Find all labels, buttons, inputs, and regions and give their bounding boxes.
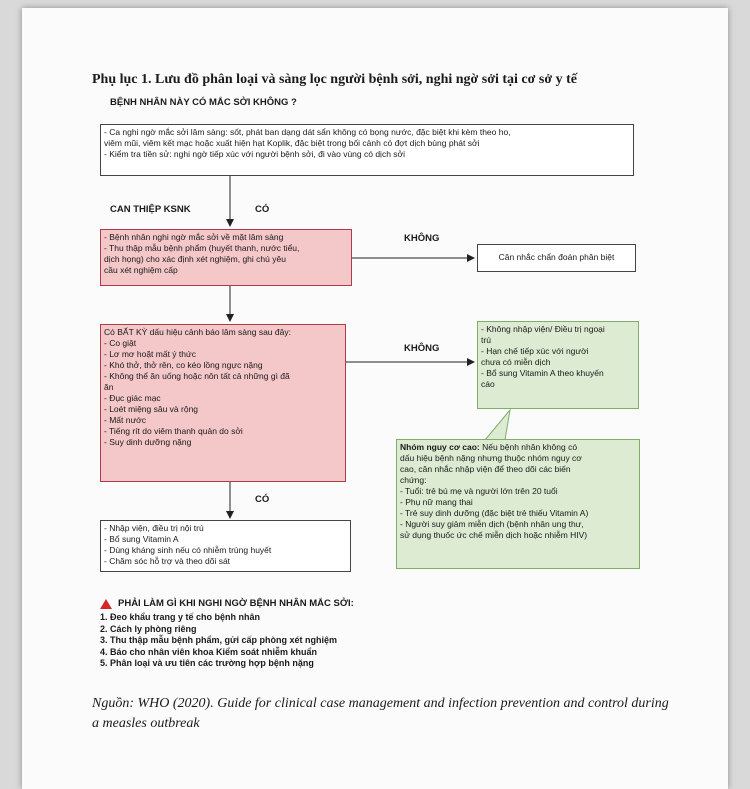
outpatient-box: - Không nhập viện/ Điều trị ngoại trú - Hạn chế tiếp xúc với người chưa có miễn dịch - Bổ sung Vitamin A theo khuyến cáo [477,321,639,409]
suspect-case-box: - Ca nghi ngờ mắc sởi lâm sàng: sốt, phát ban dạng dát sẩn không có bọng nước, đặc biệt khi kèm theo ho, viêm mũi, viêm kết mạc hoặc xuất hiện hạt Koplik, đặc biệt trong bối cảnh có đợt dịch bùng phát sởi - Kiểm tra tiền sử: nghi ngờ tiếp xúc với người bệnh sởi, đi vào vùng có dịch sởi [100,124,634,176]
yes-label-2: CÓ [255,494,270,505]
todo-item: 4. Báo cho nhân viên khoa Kiểm soát nhiễm khuẩn [100,646,318,657]
source-citation: Nguồn: WHO (2020). Guide for clinical case management and infection prevention and control during a measles outbreak [92,696,669,731]
warning-icon [100,599,112,609]
flow-question: BỆNH NHÂN NÀY CÓ MẮC SỞI KHÔNG ? [110,97,297,108]
inpatient-box: - Nhập viện, điều trị nội trú - Bổ sung Vitamin A - Dùng kháng sinh nếu có nhiễm trùng huyết - Chăm sóc hỗ trợ và theo dõi sát [100,520,351,572]
todo-item: 1. Đeo khẩu trang y tế cho bệnh nhân [100,612,261,622]
high-risk-heading: Nhóm nguy cơ cao: [400,442,480,452]
todo-heading: PHẢI LÀM GÌ KHI NGHI NGỜ BỆNH NHÂN MẮC SỞI: [118,598,354,609]
high-risk-box: Nhóm nguy cơ cao: Nếu bệnh nhân không có dấu hiệu bệnh nặng nhưng thuộc nhóm nguy cơ cao, cân nhắc nhập viện để theo dõi các biến chứng: - Tuổi: trẻ bú mẹ và người lớn trên 20 tuổi - Phụ nữ mang thai - Trẻ suy dinh dưỡng (đặc biệt trẻ thiếu Vitamin A) - Người suy giảm miễn dịch (bệnh nhân ung thư, sử dụng thuốc ức chế miễn dịch hoặc nhiễm HIV) [396,439,640,569]
todo-item: 5. Phân loại và ưu tiên các trường hợp bệnh nặng [100,658,314,668]
differential-diagnosis-box: Cân nhắc chẩn đoán phân biệt [477,244,636,272]
page-title: Phụ lục 1. Lưu đồ phân loại và sàng lọc người bệnh sởi, nghi ngờ sởi tại cơ sở y tế [92,72,577,87]
no-label-1: KHÔNG [404,233,440,244]
warning-signs-box: Có BẤT KỲ dấu hiệu cảnh báo lâm sàng sau đây: - Co giật - Lơ mơ hoặt mất ý thức - Khó thở, thở rên, co kéo lồng ngực nặng - Không thể ăn uống hoặc nôn tất cả những gì đã ăn - Đục giác mạc - Loét miệng sâu và rộng - Mất nước - Tiếng rít do viêm thanh quản do sởi - Suy dinh dưỡng nặng [100,324,346,482]
todo-item: 3. Thu thập mẫu bệnh phẩm, gửi cấp phòng xét nghiệm [100,635,338,645]
todo-section [100,598,520,670]
no-label-2: KHÔNG [404,343,440,354]
clinical-suspect-box: - Bệnh nhân nghi ngờ mắc sởi về mặt lâm sàng - Thu thập mẫu bệnh phẩm (huyết thanh, nước tiểu, dịch họng) cho xác định xét nghiệm, ghi chú yêu cầu xét nghiệm cấp [100,229,352,286]
intervention-label: CAN THIỆP KSNK [110,204,191,215]
yes-label-1: CÓ [255,204,270,215]
todo-item: 2. Cách ly phòng riêng [100,623,197,634]
